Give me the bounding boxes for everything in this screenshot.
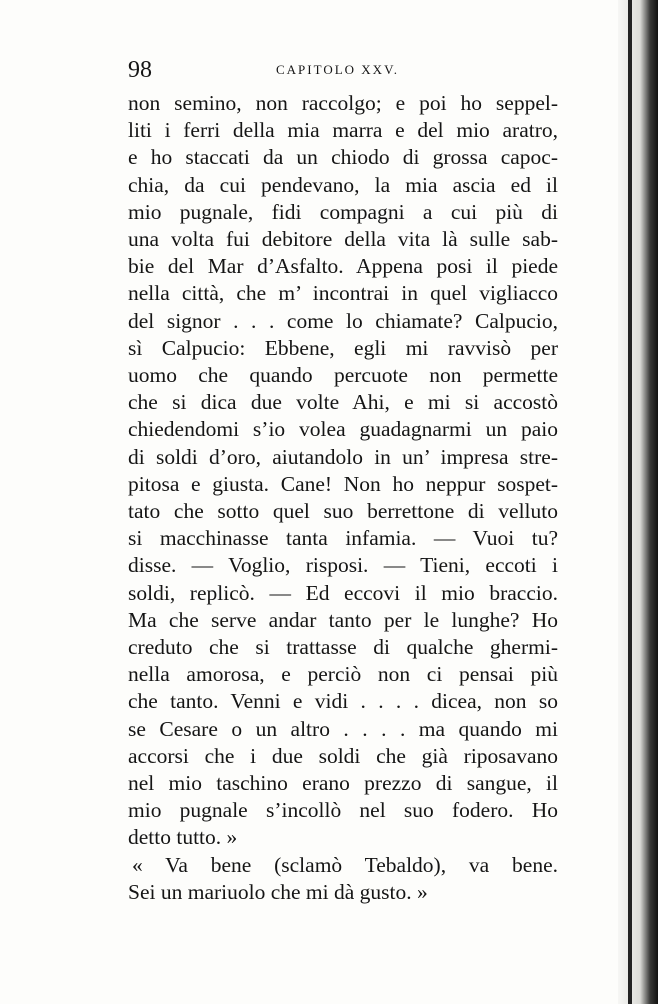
running-title: CAPITOLO XXV. (276, 62, 400, 77)
text-line: accorsi che i due soldi che già riposavano (128, 743, 558, 768)
text-line: nella città, che m’ incontrai in quel vigliacco (128, 281, 558, 306)
text-line: se Cesare o un altro . . . . ma quando mi (128, 716, 558, 741)
text-line: mio pugnale, fidi compagni a cui più di (128, 199, 558, 224)
text-line: chiedendomi s’io volea guadagnarmi un paio (128, 417, 558, 442)
text-line: pitosa e giusta. Cane! Non ho neppur sospet- (128, 471, 558, 496)
text-line: che si dica due volte Ahi, e mi si accostò (128, 390, 558, 415)
text-line: di soldi d’oro, aiutandolo in un’ impresa stre- (128, 444, 558, 469)
text-line: una volta fui debitore della vita là sulle sab- (128, 227, 558, 252)
page-binding-edge (618, 0, 658, 1004)
text-line: e ho staccati da un chiodo di grossa capoc- (128, 145, 558, 170)
text-line: uomo che quando percuote non permette (128, 363, 558, 388)
text-line: soldi, replicò. — Ed eccovi il mio braccio. (128, 580, 558, 605)
text-line: sì Calpucio: Ebbene, egli mi ravvisò per (128, 335, 558, 360)
text-line: nella amorosa, e perciò non ci pensai più (128, 662, 558, 687)
text-line: Ma che serve andar tanto per le lunghe? Ho (128, 607, 558, 632)
text-line: chia, da cui pendevano, la mia ascia ed il (128, 172, 558, 197)
text-line: bie del Mar d’Asfalto. Appena posi il piede (128, 254, 558, 279)
text-line: disse. — Voglio, risposi. — Tieni, eccoti i (128, 553, 558, 578)
text-line: detto tutto. » (128, 825, 238, 850)
text-line: nel mio taschino erano prezzo di sangue, il (128, 771, 558, 796)
text-line: « Va bene (sclamò Tebaldo), va bene. (132, 852, 558, 877)
text-line: liti i ferri della mia marra e del mio aratro, (128, 118, 558, 143)
page-number: 98 (128, 57, 152, 83)
body-text (128, 90, 558, 906)
text-line: non semino, non raccolgo; e poi ho seppel- (128, 91, 558, 115)
text-line: mio pugnale s’incollò nel suo fodero. Ho (128, 798, 558, 823)
page-header (128, 56, 558, 84)
page-edge-shadow (628, 0, 632, 1004)
text-line: del signor . . . come lo chiamate? Calpucio, (128, 308, 558, 333)
text-line: tato che sotto quel suo berrettone di velluto (128, 499, 558, 524)
text-line: che tanto. Venni e vidi . . . . dicea, non so (128, 689, 558, 714)
text-line: Sei un mariuolo che mi dà gusto. » (128, 879, 428, 904)
text-line: si macchinasse tanta infamia. — Vuoi tu? (128, 526, 558, 551)
text-line: creduto che si trattasse di qualche ghermi- (128, 635, 558, 660)
